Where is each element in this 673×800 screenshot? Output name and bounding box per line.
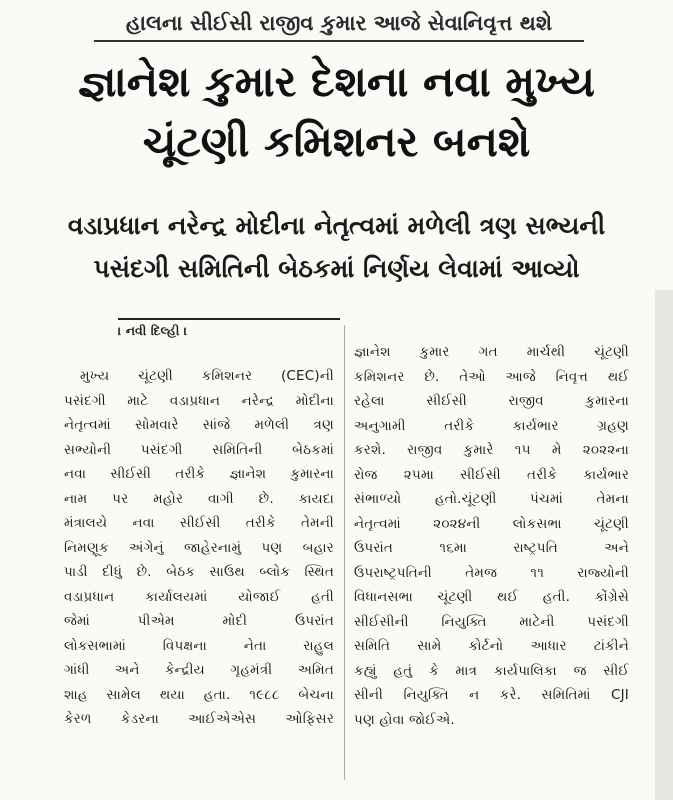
left-line-12: લોકસભામાં વિપક્ષના નેતા રાહુલ [64,637,334,654]
right-line-2: કમિશનર છે. તેઓ આજે નિવૃત્ત થઈ [354,368,629,385]
right-line-3: રહેલા સીઈસી રાજીવ કુમારના [354,393,629,409]
right-line-1: જ્ઞાનેશ કુમાર ગત માર્ચથી ચૂંટણી [354,344,629,360]
right-line-16: પણ હોવા જોઈએ. [354,711,455,728]
left-line-13: ગાંધી અને કેન્દ્રીય ગૃહમંત્રી અમિત [64,662,334,678]
left-line-5: નવા સીઈસી તરીકે જ્ઞાનેશ કુમારના [64,466,334,482]
left-line-2: પસંદગી માટે વડાપ્રધાન નરેન્દ્ર મોદીના [64,392,334,409]
left-line-11: જેમાં પીએમ મોદી ઉપરાંત [64,613,334,629]
headline-line-2: ચૂંટણી કમિશનર બનશે [142,117,531,166]
right-line-9: ઉપરાંત ૧૬મા રાષ્ટ્રપતિ અને [354,540,629,556]
left-line-3: નેતૃત્વમાં સોમવારે સાંજે મળેલી ત્રણ [64,417,334,433]
right-line-11: વિધાનસભા ચૂંટણી થઈ હતી. કોંગ્રેસે [354,589,629,605]
left-line-14: શાહ સામેલ થયા હતા. ૧૯૮૮ બેચના [64,686,334,703]
left-line-9: પાડી દીધું છે. બેઠક સાઉથ બ્લોક સ્થિત [64,564,334,580]
article-left-column [64,364,334,732]
left-line-6: નામ પર મહોર વાગી છે. કાયદા [64,490,334,507]
right-line-14: કહ્યું હતું કે માત્ર કાર્યપાલિકા જ સીઈ [354,662,629,679]
adjacent-page-edge [655,290,673,800]
right-line-10: ઉપરાષ્ટ્રપતિની તેમજ ૧૧ રાજ્યોની [354,564,629,581]
left-line-10: વડાપ્રધાન કાર્યાલયમાં યોજાઈ હતી [64,588,334,605]
sub-headline [14,204,659,290]
right-line-6: રોજ ૨૫મા સીઈસી તરીકે કાર્યભાર [354,466,629,483]
left-line-4: સભ્યોની પસંદગી સમિતિની બેઠકમાં [64,441,334,458]
right-line-4: અનુગામી તરીકે કાર્યભાર ગ્રહણ [354,417,629,434]
right-line-8: નેતૃત્વમાં ૨૦૨૪ની લોકસભા ચૂંટણી [354,515,629,532]
kicker-headline: હાલના સીઈસી રાજીવ કુમાર આજે સેવાનિવૃત્ત થશે [125,11,553,35]
kicker-underline [94,40,584,42]
right-line-5: કરશે. રાજીવ કુમારે ૧૫ મે ૨૦૨૨ના [354,442,629,458]
left-line-1: મુખ્ય ચૂંટણી કમિશનર (CEC)ની [80,368,334,384]
subhead-line-1: વડાપ્રધાન નરેન્દ્ર મોદીના નેતૃત્વમાં મળેલી ત્રણ સભ્યની [67,211,606,240]
left-line-15: કેરળ કેડરના આઈએએસ ઓફિસર [64,711,334,727]
article-right-column [354,340,629,732]
main-headline [14,52,659,172]
right-line-12: સીઈસીની નિયુક્તિ માટેની પસંદગી [354,613,629,630]
left-line-8: નિમણૂક અંગેનું જાહેરનામું પણ બહાર [64,539,334,556]
left-line-7: મંત્રાલયે નવા સીઈસી તરીકે તેમની [64,515,334,531]
headline-line-1: જ્ઞાનેશ કુમાર દેશના નવા મુખ્ય [78,57,595,106]
column-divider [344,325,345,780]
right-line-13: સમિતિ સામે કોર્ટનો આધાર ટાંકીને [354,638,629,654]
dateline: । નવી દિલ્હી । [118,323,188,338]
right-line-7: સંભાળ્યો હતો.ચૂંટણી પંચમાં તેમના [354,491,629,507]
subhead-line-2: પસંદગી સમિતિની બેઠકમાં નિર્ણય લેવામાં આવ્યો [93,254,580,283]
right-line-15: સીની નિયુક્તિ ન કરે. સમિતિમાં CJI [354,687,629,703]
